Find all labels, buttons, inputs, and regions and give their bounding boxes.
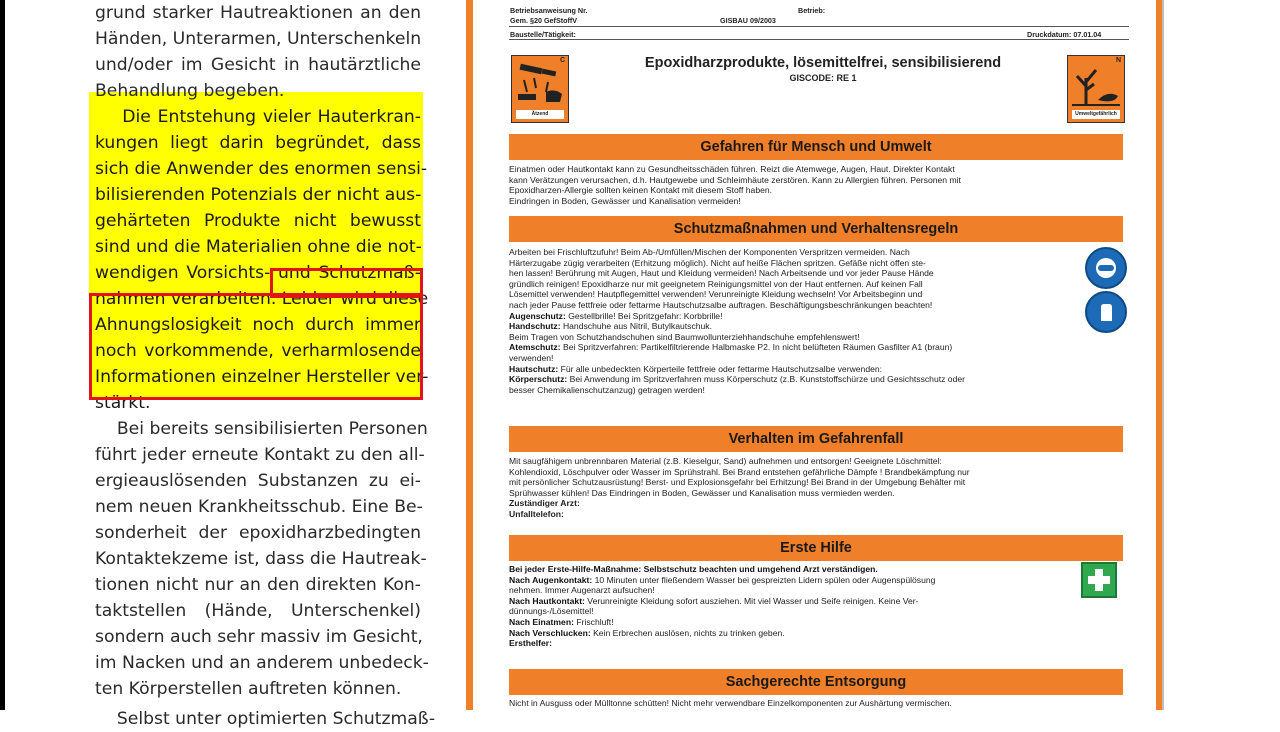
glove-icon [1087,293,1125,331]
erstehilfe-line-label: Nach Augenkontakt: [509,574,593,585]
gefahren-text-line: Eindringen in Boden, Gewässer und Kanalisation vermeiden! [509,195,741,206]
erstehilfe-line-label: Nach Hautkontakt: [509,595,585,606]
gefahrenfall-text-line: mit persönlicher Schutzausrüstung! Berst- und Explosionsgefahr bei Erhitzung! Bei Brand in der Umgebung Behälter mit [509,477,966,488]
header-rule [509,26,1129,27]
page-edge-line [1162,0,1164,710]
erstehilfe-line-text: Verunreinigte Kleidung sofort ausziehen. Mit viel Wasser und Seife reinigen. Keine Ver- [584,595,919,606]
schutz-item-line [509,385,705,396]
red-emphasis-box [89,293,429,400]
erstehilfe-line-label: Bei jeder Erste-Hilfe-Maßnahme: Selbstschutz beachten und umgehend Arzt verständigen. [509,564,878,574]
paragraph-line: Selbst unter optimierten Schutzmaß- [95,709,436,729]
boxed-line: Informationen einzelner Hersteller ver- [95,367,429,387]
gefahrenfall-text-line: Kohlendioxid, Löschpulver oder Wasser im Sprühstrahl. Bei Brand entstehen gefährliche Dämpfe ! Brandbekämpfung nur [509,466,970,477]
header-rule-2 [509,39,1129,40]
gefahren-text-line: kann Verätzungen verursachen, d.h. Hautgewebe und Schleimhäute zerstören. Kann zu Allergien führen. Personen mit [509,174,961,185]
boxed-line: noch vorkommende, verharmlosende [95,341,421,361]
schutz-item-line-text: besser Chemikalienschutzanzug) getragen werden! [509,384,705,395]
erstehilfe-line [509,585,655,596]
highlighted-line: bilisierenden Potenzials der nicht aus- [95,185,422,205]
schutz-item-line-label: Augenschutz: [509,310,566,321]
schutz-item-line-text: Für alle unbedeckten Körperteile fettfreie oder fettarme Hautschutzsalbe verwenden: [558,363,883,374]
meta-gem: Gem. §20 GefStoffV [510,16,578,25]
paragraph-line: ten Körperstellen auftreten können. [95,679,402,699]
erstehilfe-line [509,638,552,649]
paragraph-line: Bei bereits sensibilisierten Personen [95,419,428,439]
gefahrenfall-text-line: Mit saugfähigem unbrennbaren Material (z.B. Kieselgur, Sand) aufnehmen und entsorgen! Geeignete Löschmittel: [509,456,942,466]
paragraph-line: Kontaktekzeme ist, dass die Hautreak- [95,549,427,569]
erstehilfe-line-text: dünnungs-/Lösemittel! [509,606,594,617]
eye-protection-sign [1085,247,1127,289]
symbol-caption-aetzend: Ätzend [516,110,564,119]
gefahrenfall-telefon: Unfalltelefon: [509,509,564,519]
meta-gisbau: GISBAU 09/2003 [720,16,776,25]
split-line-part-2: Leider wird diese [276,289,429,309]
paragraph-line: sonderheit der epoxidharzbedingten [95,523,421,543]
highlighted-line: sind und die Materialien ohne die not- [95,237,422,257]
paragraph-line: Händen, Unterarmen, Unterschenkeln [95,29,422,49]
corrosive-symbol [511,55,569,123]
schutz-text-line: nach jeder Pause fettfreie oder fettarme Hautschutzsalbe auftragen. Beschäftigungsbeschränkungen beachten! [509,300,933,310]
highlighted-line: Die Entstehung vieler Hauterkran- [95,107,421,127]
meta-baustelle: Baustelle/Tätigkeit: [510,30,576,39]
schutz-item-line [509,364,882,375]
symbol-letter-n: N [1115,57,1121,64]
schutz-item-line-text: verwenden! [509,353,554,363]
gefahren-text-line: Epoxidharzen-Allergie sollten keinen Kontakt mit diesem Stoff haben. [509,185,773,196]
environment-hazard-symbol [1067,55,1125,123]
erstehilfe-line-text: nehmen. Immer Augenarzt aufsuchen! [509,585,655,596]
erstehilfe-line [509,564,878,575]
schutz-item-line-label: Hautschutz: [509,363,559,374]
erstehilfe-line-text: Kein Erbrechen auslösen, nichts zu trinken geben. [590,627,785,638]
meta-nr: Betriebsanweisung Nr. [510,6,588,15]
highlighted-line: sich die Anwender des enormen sensi- [95,159,428,179]
erstehilfe-line [509,617,614,628]
highlighted-line: wendigen Vorsichts- und Schutzmaß- [95,263,421,283]
paragraph-line: sondern auch sehr massiv im Gesicht, [95,627,423,647]
schutz-item-line [509,342,952,353]
environment-hazard-icon [1068,60,1126,110]
banner-schutzmassnahmen: Schutzmaßnahmen und Verhaltensregeln [509,216,1123,242]
boxed-line: stärkt. [95,393,151,413]
schutz-item-line-text: Gestellbrille! Bei Spritzgefahr: Korbbrille! [565,310,723,321]
symbol-caption-umweltgefaehrlich: Umweltgefährlich [1072,110,1120,119]
schutz-item-line [509,332,860,343]
paragraph-line: taktstellen (Hände, Unterschenkel) [95,601,421,621]
highlighted-line: kungen liegt darin begründet, dass [95,133,421,153]
goggles-icon [1087,249,1125,287]
schutz-text-line: Härterzugabe zügig verarbeiten (Erhitzung möglich). Nicht auf heiße Flächen spritzen. Gefäße nicht offen ste- [509,257,926,268]
gefahrenfall-text-line: Sprühwasser kühlen! Das Eindringen in Boden, Gewässer und Kanalisation muss vermieden werden. [509,487,895,498]
schutz-text-line: gründlich reinigen! Epoxidharze nur mit geeignetem Reinigungsmittel von der Haut entfernen. Auf keinen Fall [509,278,923,289]
paragraph-line: nem neuen Krankheitsschub. Eine Be- [95,497,423,517]
sheet-giscode: GISCODE: RE 1 [789,73,857,83]
meta-druckdatum: Druckdatum: 07.01.04 [1027,30,1102,39]
schutz-item-line-label: Handschutz: [509,321,561,332]
boxed-line: Ahnungslosigkeit noch durch immer [95,315,421,335]
schutz-item-line-label: Atemschutz: [509,342,561,353]
gefahren-text-line: Einatmen oder Hautkontakt kann zu Gesundheitsschäden führen. Reizt die Atemwege, Augen, Haut. Direkter Kontakt [509,164,955,174]
paragraph-line: Behandlung begeben. [95,81,285,101]
schutz-item-line [509,311,722,322]
left-frame-edge [0,0,5,710]
meta-betrieb: Betrieb: [798,6,826,15]
entsorgung-text-line: Nicht in Ausguss oder Mülltonne schütten! Nicht mehr verwendbare Einzelkomponenten zur Aushärtung vermischen. [509,698,952,708]
paragraph-line: grund starker Hautreaktionen an den [95,3,421,23]
hand-protection-sign [1085,291,1127,333]
erstehilfe-line [509,628,785,639]
schutz-item-line [509,353,553,364]
schutz-text-line: Lösemittel verwenden! Hautpflegemittel verwenden! Verunreinigte Kleidung wechseln! Vor Arbeitsbeginn und [509,289,923,300]
first-aid-sign [1081,562,1117,598]
banner-entsorgung: Sachgerechte Entsorgung [509,669,1123,695]
gefahrenfall-arzt: Zuständiger Arzt: [509,498,580,509]
erstehilfe-line [509,606,594,617]
erstehilfe-line [509,596,919,607]
schutz-item-line-text: Beim Tragen von Schutzhandschuhen sind Baumwollunterziehhandschuhe empfehlenswert! [509,331,860,342]
symbol-letter-c: C [559,57,565,64]
highlighted-line: gehärteten Produkte nicht bewusst [95,211,421,231]
erstehilfe-line [509,575,935,586]
paragraph-line: tionen nicht nur an den direkten Kon- [95,575,421,595]
sheet-title: Epoxidharzprodukte, lösemittelfrei, sensibilisierend [644,55,1002,71]
banner-gefahrenfall: Verhalten im Gefahrenfall [509,426,1123,452]
article-text-column [95,0,436,729]
split-line-part-1: nahmen verarbeiten. [95,289,277,309]
schutz-text-line: hen lassen! Berührung mit Augen, Haut und Kleidung vermeiden! Nach Arbeitsende und vor jeder Pause Hände [509,268,934,279]
erstehilfe-line-label: Ersthelfer: [509,638,552,649]
banner-erste-hilfe: Erste Hilfe [509,535,1123,561]
corrosive-icon [512,60,570,110]
schutz-text-line: Arbeiten bei Frischluftzufuhr! Beim Ab-/Umfüllen/Mischen der Komponenten Verspritzen vermeiden. Nach [509,247,910,257]
erstehilfe-line-text: Frischluft! [573,617,614,627]
schutz-item-line [509,374,965,385]
first-aid-cross-icon [1083,564,1115,596]
schutz-item-line-text: Bei Spritzverfahren: Partikelfiltrierende Halbmaske P2. In nicht belüfteten Räumen Gasfilter A1 (braun) [560,342,953,353]
erstehilfe-line-label: Nach Verschlucken: [509,627,591,638]
schutz-item-line-text: Handschuhe aus Nitril, Butylkautschuk. [560,321,712,332]
erstehilfe-line-text: 10 Minuten unter fließendem Wasser bei gespreizten Lidern spülen oder Augenspülösung [592,574,936,585]
paragraph-line: ergieauslösenden Substanzen zu ei- [95,471,421,491]
schutz-item-line-label: Körperschutz: [509,374,568,385]
paragraph-line: führt jeder erneute Kontakt zu den all- [95,445,425,465]
schutz-item-line-text: Bei Anwendung im Spritzverfahren muss Körperschutz (z.B. Kunststoffschürze und Gesichtsschutz oder [567,374,965,385]
schutz-item-line [509,321,712,332]
safety-data-sheet [466,0,1163,710]
paragraph-line: im Nacken und an anderem unbedeck- [95,653,429,673]
erstehilfe-line-label: Nach Einatmen: [509,617,574,627]
paragraph-line: und/oder im Gesicht in hautärztliche [95,55,421,75]
banner-gefahren: Gefahren für Mensch und Umwelt [509,134,1123,160]
